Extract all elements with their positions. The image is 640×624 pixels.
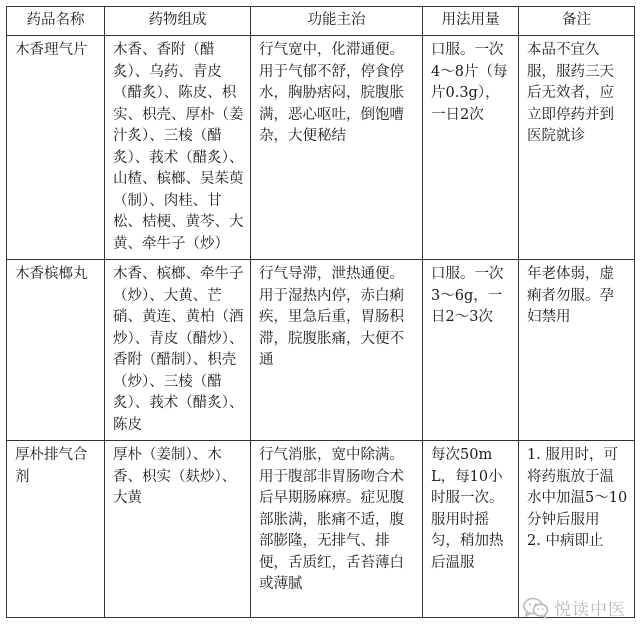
drug-note: 本品不宜久服，服药三天后无效者，应立即停药并到医院就诊 — [519, 36, 635, 260]
drug-usage: 口服。一次3～6g，一日2～3次 — [423, 260, 519, 441]
table-header-row — [7, 7, 635, 36]
drug-name: 木香槟榔丸 — [7, 260, 105, 441]
watermark — [523, 595, 626, 620]
table-row — [7, 36, 635, 260]
header-composition: 药物组成 — [105, 7, 251, 36]
drug-composition: 木香、香附（醋炙）、乌药、青皮（醋炙）、陈皮、枳实、枳壳、厚朴（姜汁炙）、三棱（醋炙）、莪术（醋炙）、山楂、槟榔、吴茱萸（制）、肉桂、甘松、桔梗、黄芩、大黄、牵牛子（炒） — [105, 36, 251, 260]
header-drug-name: 药品名称 — [7, 7, 105, 36]
drug-usage: 每次50mL，每10小时服一次。服用时摇匀，稍加热后温服 — [423, 441, 519, 618]
table-row — [7, 441, 635, 618]
drug-composition: 木香、槟榔、牵牛子（炒）、大黄、芒硝、黄连、黄柏（酒炒）、青皮（醋炒）、香附（醋制）、枳壳（炒）、三棱（醋炙）、莪术（醋炙）、陈皮 — [105, 260, 251, 441]
drug-note: 年老体弱，虚痢者勿服。孕妇禁用 — [519, 260, 635, 441]
drug-note: 1. 服用时，可将药瓶放于温水中加温5～10分钟后服用 2. 中病即止 — [519, 441, 635, 618]
drug-function: 行气导滞，泄热通便。用于湿热内停，赤白痢疾，里急后重，胃肠积滞，脘腹胀痛，大便不通 — [251, 260, 423, 441]
header-note: 备注 — [519, 7, 635, 36]
drug-name: 木香理气片 — [7, 36, 105, 260]
header-function: 功能主治 — [251, 7, 423, 36]
drug-composition: 厚朴（姜制）、木香、枳实（麸炒）、大黄 — [105, 441, 251, 618]
drug-function: 行气消胀，宽中除满。用于腹部非胃肠吻合术后早期肠麻痹。症见腹部胀满，胀痛不适，腹部膨隆，无排气、排便，舌质红，舌苔薄白或薄腻 — [251, 441, 423, 618]
drug-table — [6, 6, 635, 618]
table-row — [7, 260, 635, 441]
drug-usage: 口服。一次4～8片（每片0.3g），一日2次 — [423, 36, 519, 260]
header-usage: 用法用量 — [423, 7, 519, 36]
drug-name: 厚朴排气合剂 — [7, 441, 105, 618]
drug-function: 行气宽中，化滞通便。用于气郁不舒，停食停水，胸胁痞闷，脘腹胀满，恶心呕吐，倒饱嘈杂，大便秘结 — [251, 36, 423, 260]
wechat-icon — [523, 597, 549, 619]
watermark-text: 悦读中医 — [554, 600, 626, 620]
